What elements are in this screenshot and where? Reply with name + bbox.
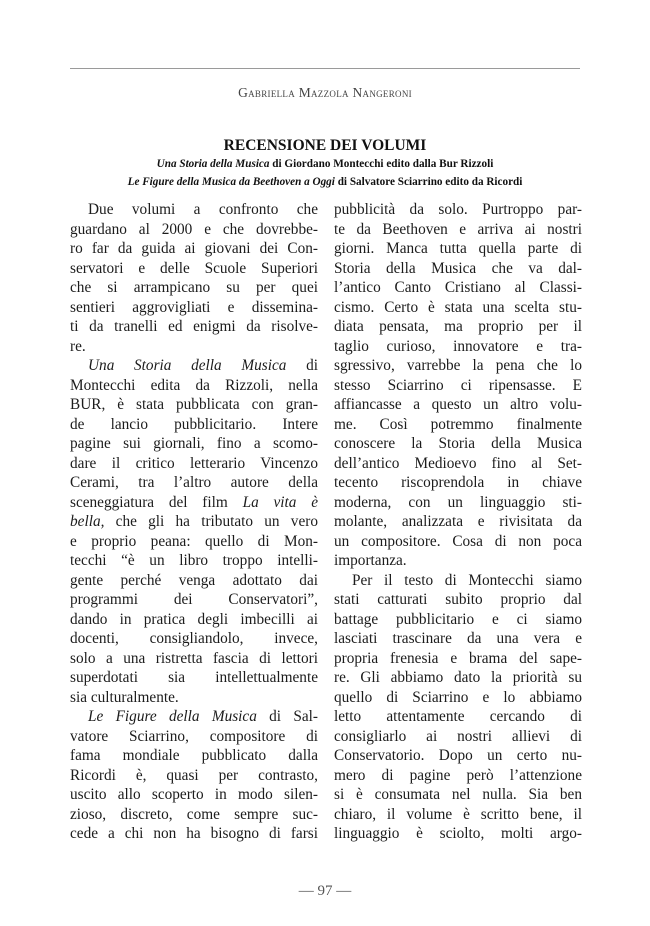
text-line <box>70 239 318 259</box>
text-line <box>334 805 582 825</box>
line-text: chiaro, il volume è scritto bene, il <box>334 805 582 823</box>
text-line <box>334 220 582 240</box>
line-text: battage pubblicitario e ci siamo <box>334 610 582 628</box>
text-line <box>334 824 582 844</box>
text-line <box>334 512 582 532</box>
text-line <box>70 649 318 669</box>
text-line <box>70 727 318 747</box>
subtitle-1-book-title: Una Storia della Musica <box>156 158 270 170</box>
line-text: cismo. Certo è stata una scelta stu- <box>334 298 582 316</box>
line-text: me. Così potremmo finalmente <box>334 415 582 433</box>
line-text: tecento riscoprendola in chiave <box>334 474 582 491</box>
line-text: Storia della Musica che va dal- <box>334 259 582 277</box>
review-subtitle-1 <box>0 158 650 170</box>
line-text: uscito allo scoperto in modo silen- <box>70 786 318 803</box>
text-line <box>70 746 318 766</box>
line-text: Ricordi è, quasi per contrasto, <box>70 766 318 784</box>
text-line <box>334 551 582 571</box>
line-text: dare il critico letterario Vincenzo <box>70 454 318 472</box>
line-text: pubblicità da solo. Purtroppo par- <box>334 201 582 218</box>
line-text: servatori e delle Scuole Superiori <box>70 259 318 277</box>
line-text: cede a chi non ha bisogno di farsi <box>70 825 318 842</box>
page-number: — 97 — <box>298 883 352 899</box>
line-text: affiancasse a questo un altro volu- <box>334 396 582 413</box>
line-text: stesso Sciarrino ci ripensasse. E <box>334 376 582 394</box>
text-line <box>70 337 318 357</box>
line-text: re. Gli abbiamo dato la priorità su <box>334 669 582 686</box>
line-text: l’antico Canto Cristiano al Classi- <box>334 279 582 296</box>
line-text: mero di pagine però l’attenzione <box>334 766 582 784</box>
line-text: letto attentamente cercando di <box>334 708 582 725</box>
subtitle-2-book-title: Le Figure della Musica da Beethoven a Oggi <box>127 176 335 188</box>
text-line <box>70 200 318 220</box>
text-line <box>334 259 582 279</box>
text-line <box>70 278 318 298</box>
line-text: giorni. Manca tutta quella parte di <box>334 240 582 257</box>
line-text: docenti, consigliandolo, invece, <box>70 630 318 647</box>
italic-film-title: La vita è <box>242 493 318 511</box>
subtitle-1-rest: di Giordano Montecchi edito dalla Bur Rizzoli <box>269 158 494 170</box>
line-text: dando in pratica degli imbecilli ai <box>70 610 318 628</box>
text-line <box>70 805 318 825</box>
text-line <box>334 746 582 766</box>
text-line <box>70 376 318 396</box>
line-text: sgressivo, varrebbe la pena che lo <box>334 357 582 374</box>
text-line <box>334 610 582 630</box>
line-text: te da Beethoven e arriva ai nostri <box>334 220 582 238</box>
text-line <box>70 766 318 786</box>
line-text: Cerami, tra l’altro autore della <box>70 474 318 491</box>
text-line <box>334 688 582 708</box>
text-line <box>70 707 318 727</box>
review-title: RECENSIONE DEI VOLUMI <box>223 137 427 154</box>
line-text: di <box>286 357 318 374</box>
text-line <box>334 454 582 474</box>
line-text: diata pensata, ma proprio per il <box>334 318 582 335</box>
line-text: si è consumata nel nulla. Sia ben <box>334 786 582 803</box>
text-line <box>334 493 582 513</box>
text-line <box>334 200 582 220</box>
text-line <box>70 824 318 844</box>
line-text: Montecchi edita da Rizzoli, nella <box>70 376 318 394</box>
text-line <box>334 376 582 396</box>
text-line <box>334 434 582 454</box>
header-rule <box>70 68 580 69</box>
text-line <box>334 298 582 318</box>
text-line <box>334 532 582 552</box>
text-line <box>334 395 582 415</box>
text-line <box>334 727 582 747</box>
line-text: che si arrampicano su per quei <box>70 279 318 296</box>
text-line <box>70 551 318 571</box>
text-line <box>70 473 318 493</box>
text-line <box>70 434 318 454</box>
text-line <box>334 239 582 259</box>
line-text: linguaggio è sciolto, molti argo- <box>334 825 582 842</box>
text-line <box>70 415 318 435</box>
text-line <box>70 454 318 474</box>
text-line <box>70 629 318 649</box>
line-text: vatore Sciarrino, compositore di <box>70 727 318 745</box>
line-text: importanza. <box>334 552 407 569</box>
line-text: consigliarlo ai nostri allievi di <box>334 727 582 745</box>
line-text: e proprio peana: quello di Mon- <box>70 532 318 550</box>
text-line <box>334 415 582 435</box>
line-text: sia culturalmente. <box>70 688 179 706</box>
line-text: de lancio pubblicitario. Intere <box>70 415 318 433</box>
line-text: conoscere la Storia della Musica <box>334 435 582 452</box>
text-line <box>70 512 318 532</box>
review-subtitle-2 <box>0 176 650 188</box>
text-line <box>334 766 582 786</box>
text-line <box>70 590 318 610</box>
text-line <box>70 668 318 688</box>
text-line <box>70 571 318 591</box>
text-line <box>70 298 318 318</box>
line-text: propria frenesia e brama del sape- <box>334 649 582 667</box>
line-text: Per il testo di Montecchi siamo <box>352 571 582 589</box>
running-head: Gabriella Mazzola Nangeroni <box>238 85 412 100</box>
line-text: molante, analizzata e rivisitata da <box>334 513 582 530</box>
italic-book-title: Una Storia della Musica <box>88 357 287 374</box>
text-line <box>70 532 318 552</box>
text-line <box>334 278 582 298</box>
line-text: Due volumi a confronto che <box>88 201 318 218</box>
line-text: un compositore. Cosa di non poca <box>334 532 582 550</box>
line-text: guardano al 2000 e che dovrebbe- <box>70 220 318 238</box>
line-text: di Sal- <box>256 708 318 725</box>
line-text: sentieri aggrovigliati e dissemina- <box>70 298 318 316</box>
text-line <box>70 688 318 708</box>
subtitle-2-rest: di Salvatore Sciarrino edito da Ricordi <box>334 176 523 188</box>
text-line <box>334 473 582 493</box>
text-line <box>70 259 318 279</box>
line-text: lasciati trascinare da una vera e <box>334 630 582 647</box>
line-text: taglio curioso, innovatore e tra- <box>334 337 582 355</box>
text-line <box>334 356 582 376</box>
text-line <box>334 668 582 688</box>
text-line <box>334 649 582 669</box>
line-text: gente perché venga adottato dai <box>70 571 318 589</box>
line-text: dell’antico Medioevo fino al Set- <box>334 454 582 472</box>
text-line <box>70 317 318 337</box>
line-text: BUR, è stata pubblicata con gran- <box>70 396 318 413</box>
line-text: zioso, discreto, come sempre suc- <box>70 805 318 823</box>
line-text: che gli ha tributato un vero <box>104 513 318 530</box>
text-line <box>334 707 582 727</box>
line-text: quello di Sciarrino e lo abbiamo <box>334 688 582 706</box>
italic-book-title: Le Figure della Musica <box>88 708 257 725</box>
line-text: ti da tranelli ed enigmi da risolve- <box>70 318 318 335</box>
text-line <box>70 356 318 376</box>
text-line <box>334 571 582 591</box>
line-text: stati catturati subito proprio dal <box>334 591 582 608</box>
text-line <box>334 785 582 805</box>
text-line <box>70 610 318 630</box>
text-line <box>334 629 582 649</box>
line-text: sceneggiatura del film <box>70 493 243 511</box>
text-line <box>334 337 582 357</box>
line-text: pagine sui giornali, fino a scomo- <box>70 435 318 452</box>
line-text: re. <box>70 337 86 355</box>
line-text: fama mondiale pubblicato dalla <box>70 747 318 764</box>
line-text: superdotati sia intellettualmente <box>70 669 318 686</box>
left-text-column <box>70 200 318 844</box>
text-line <box>70 493 318 513</box>
italic-book-title: bella, <box>70 513 105 530</box>
line-text: solo a una ristretta fascia di lettori <box>70 649 318 667</box>
line-text: programmi dei Conservatori”, <box>70 591 318 608</box>
line-text: moderna, con un linguaggio sti- <box>334 493 582 511</box>
text-line <box>334 590 582 610</box>
text-line <box>334 317 582 337</box>
line-text: tecchi “è un libro troppo intelli- <box>70 552 318 569</box>
line-text: ro far da guida ai giovani dei Con- <box>70 240 318 257</box>
text-line <box>70 785 318 805</box>
line-text: Conservatorio. Dopo un certo nu- <box>334 747 582 764</box>
text-line <box>70 395 318 415</box>
text-line <box>70 220 318 240</box>
right-text-column <box>334 200 582 844</box>
